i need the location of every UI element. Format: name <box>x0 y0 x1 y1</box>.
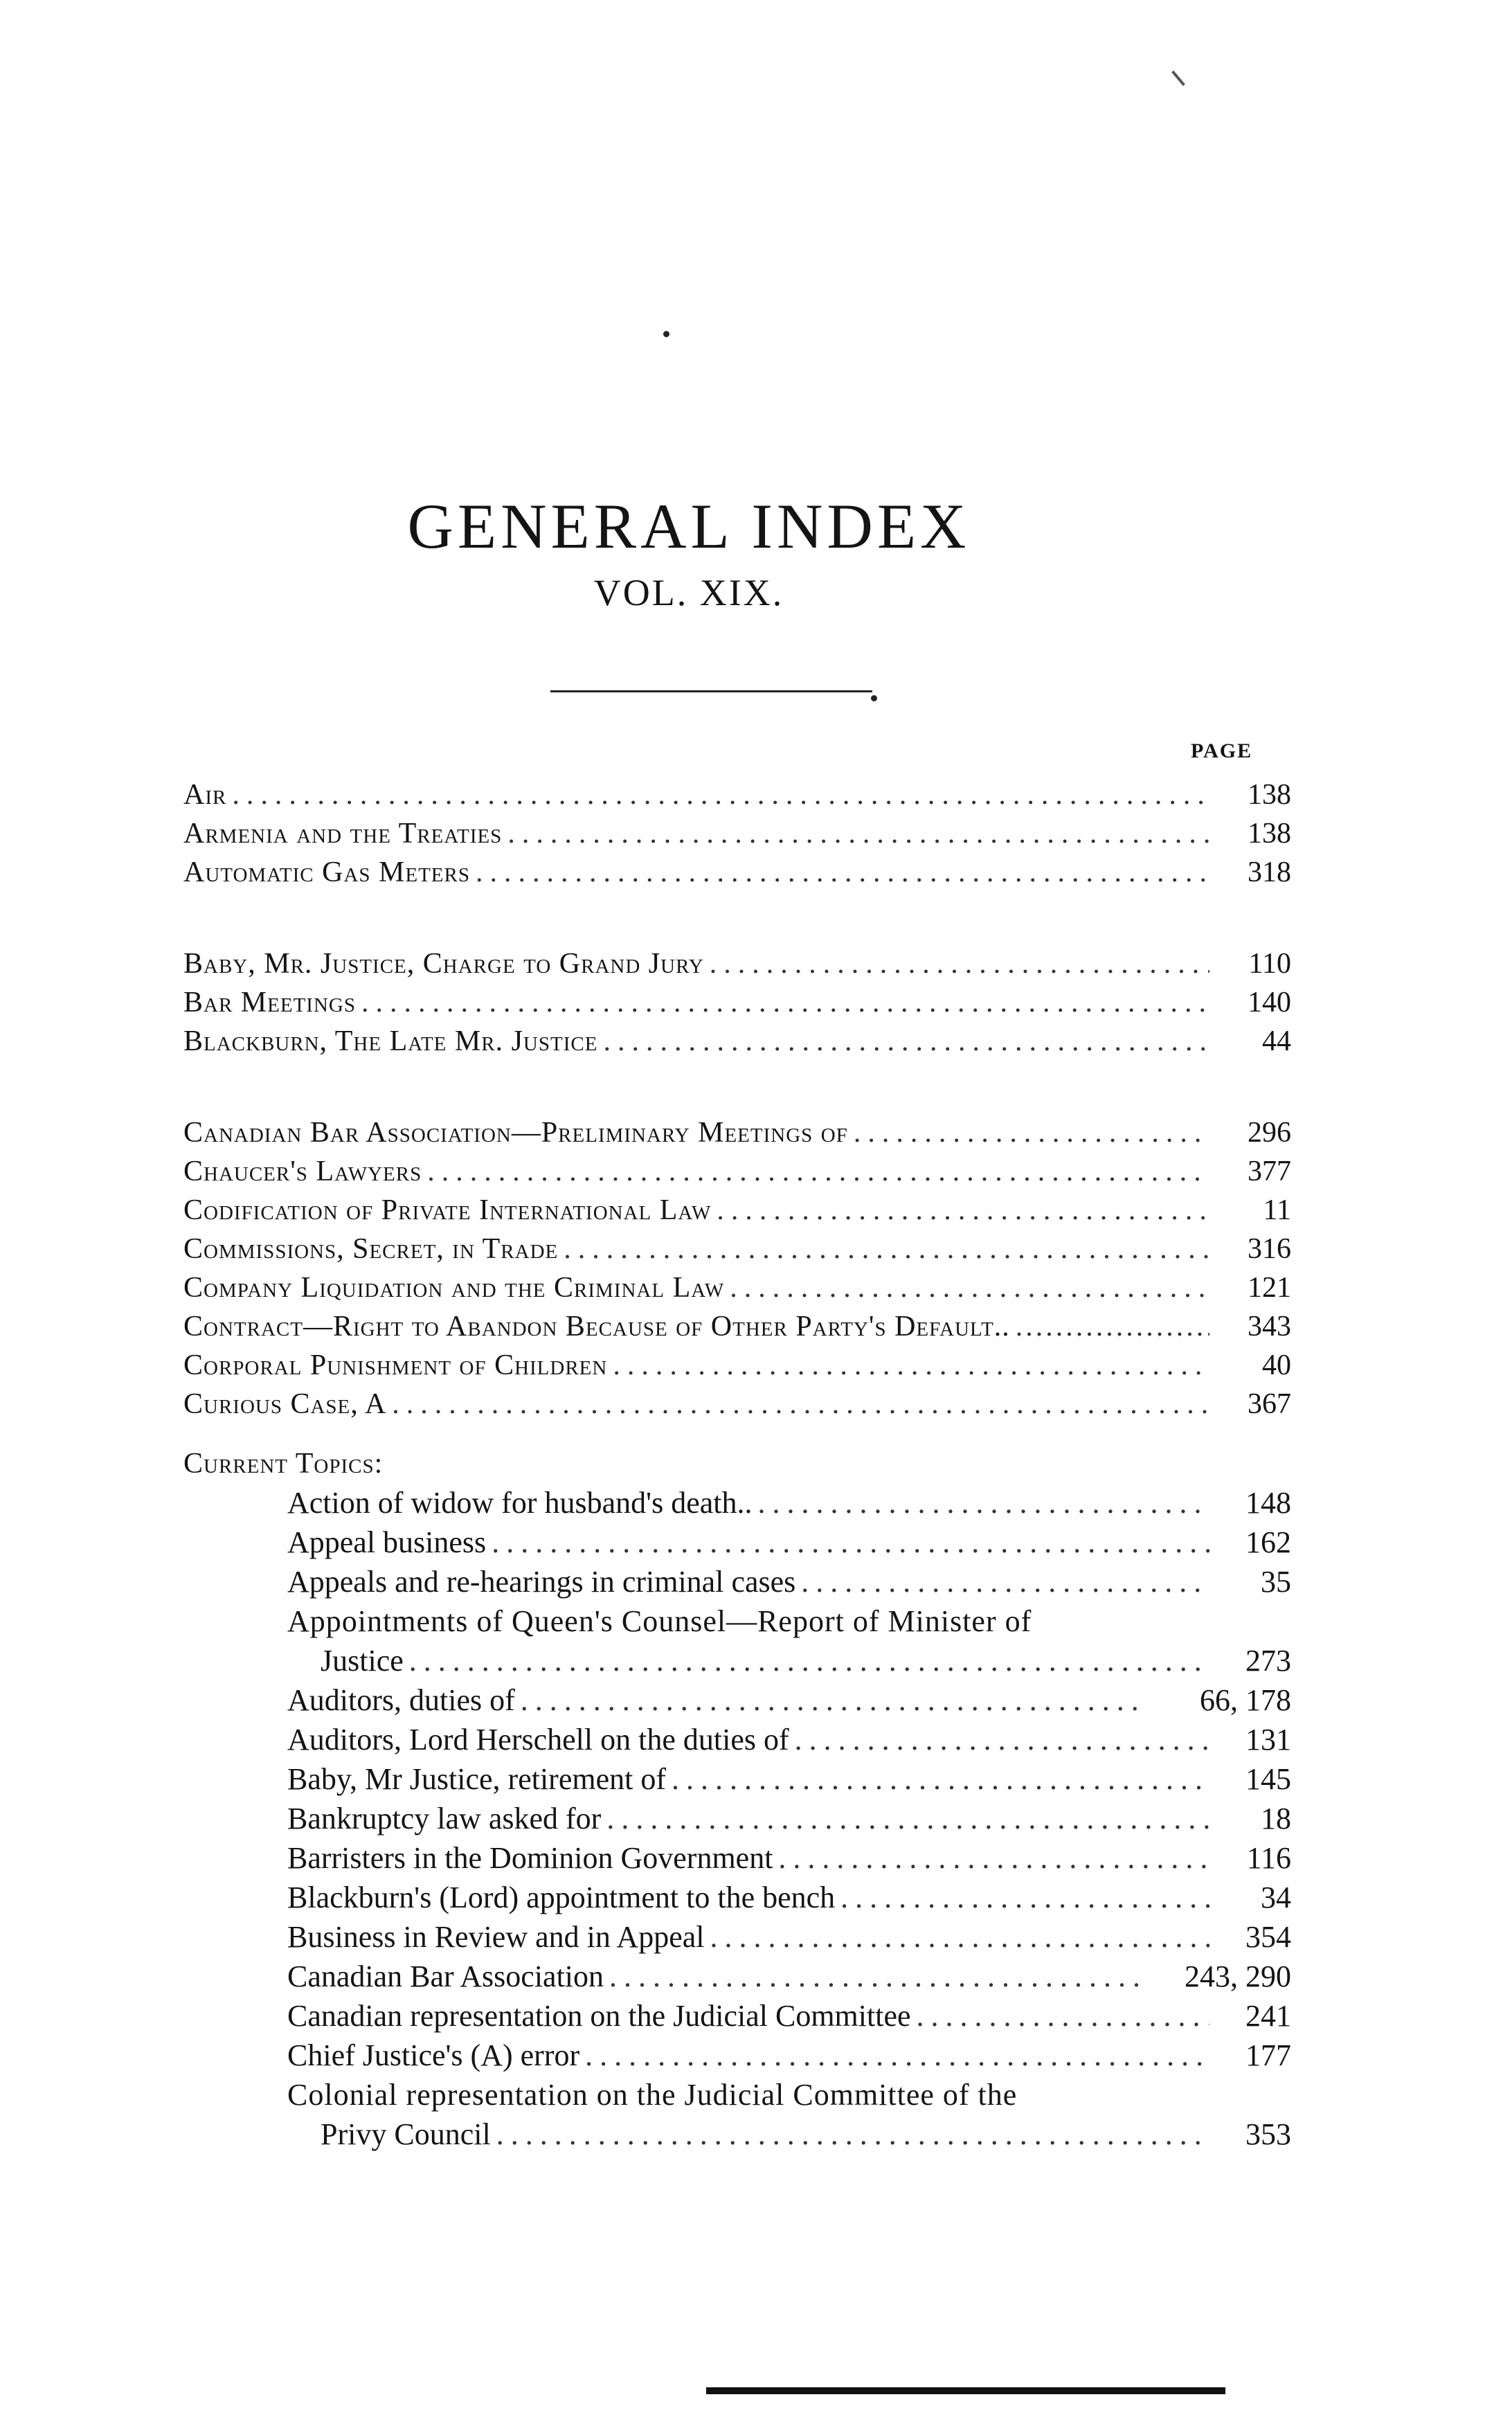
topic-entry: Auditors, duties of ..... 66, 178 <box>287 1680 1291 1720</box>
index-entry: Codification of Private International Law ..... 11 <box>183 1191 1291 1230</box>
index-list <box>183 775 1291 2154</box>
topic-entry: Canadian representation on the Judicial Committee ..... 241 <box>287 1996 1291 2036</box>
topic-entry: Bankruptcy law asked for ..... 18 <box>287 1799 1291 1838</box>
volume-label: VOL. XIX. <box>593 572 784 613</box>
topic-entry: Auditors, Lord Herschell on the duties of ..... 131 <box>287 1720 1291 1759</box>
stray-mark <box>1171 71 1185 86</box>
index-group-c <box>183 1113 1291 1424</box>
index-entry: Bar Meetings ..... 140 <box>183 983 1291 1022</box>
index-entry: Armenia and the Treaties ..... 138 <box>183 814 1291 853</box>
index-entry: Commissions, Secret, in Trade ..... 316 <box>183 1230 1291 1268</box>
stray-dot <box>663 331 669 337</box>
topic-entry: Appeal business ..... 162 <box>287 1523 1291 1562</box>
topic-entry-line1: Appointments of Queen's Counsel—Report of Minister of <box>287 1604 1032 1638</box>
index-group-a <box>183 775 1291 892</box>
topic-entry: Business in Review and in Appeal ..... 354 <box>287 1917 1291 1957</box>
current-topics-heading: Current Topics: <box>183 1448 384 1480</box>
index-entry: Automatic Gas Meters ..... 318 <box>183 853 1291 892</box>
index-entry: Company Liquidation and the Criminal Law ..... 121 <box>183 1268 1291 1307</box>
topic-entry: Privy Council ..... 353 <box>287 2115 1291 2154</box>
index-entry: Chaucer's Lawyers ..... 377 <box>183 1152 1291 1191</box>
bottom-rule <box>706 2387 1225 2394</box>
topic-entry-line1: Colonial representation on the Judicial Committee of the <box>287 2078 1018 2112</box>
topic-entry: Barristers in the Dominion Government ..... 116 <box>287 1838 1291 1878</box>
index-entry: Air ..... 138 <box>183 775 1291 814</box>
page-column-header: PAGE <box>1191 739 1253 762</box>
current-topics-list <box>287 1483 1291 2154</box>
index-entry: Corporal Punishment of Children ..... 40 <box>183 1346 1291 1385</box>
index-entry: Baby, Mr. Justice, Charge to Grand Jury ..... 110 <box>183 944 1291 983</box>
index-entry: Blackburn, The Late Mr. Justice ..... 44 <box>183 1022 1291 1061</box>
index-entry: Curious Case, A ..... 367 <box>183 1385 1291 1424</box>
page-title: GENERAL INDEX <box>407 490 971 562</box>
topic-entry: Action of widow for husband's death.. ..... 148 <box>287 1483 1291 1523</box>
index-entry: Canadian Bar Association—Preliminary Meetings of ..... 296 <box>183 1113 1291 1152</box>
topic-entry: Chief Justice's (A) error ..... 177 <box>287 2036 1291 2075</box>
rule-dot <box>871 695 877 701</box>
topic-entry: Justice ..... 273 <box>287 1641 1291 1680</box>
index-group-b <box>183 944 1291 1061</box>
title-rule <box>550 690 872 692</box>
topic-entry: Appeals and re-hearings in criminal cases ..... 35 <box>287 1562 1291 1601</box>
topic-entry: Baby, Mr Justice, retirement of ..... 145 <box>287 1759 1291 1799</box>
topic-entry: Canadian Bar Association ..... 243, 290 <box>287 1957 1291 1996</box>
topic-entry: Blackburn's (Lord) appointment to the bench ..... 34 <box>287 1878 1291 1917</box>
index-entry: Contract—Right to Abandon Because of Other Party's Default.. ..... 343 <box>183 1307 1291 1346</box>
